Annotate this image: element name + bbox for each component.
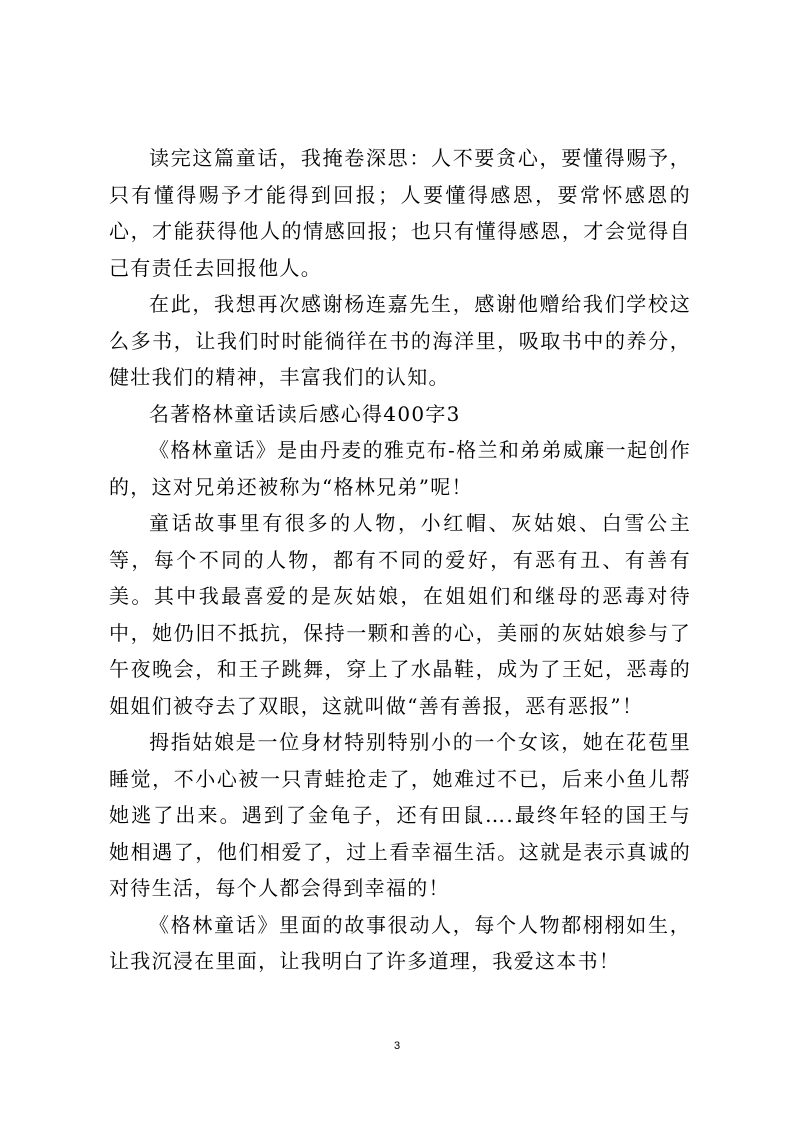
paragraph-cinderella: 童话故事里有很多的人物，小红帽、灰姑娘、白雪公主等，每个不同的人物，都有不同的爱好，有恶有丑、有善有美。其中我最喜爱的是灰姑娘，在姐姐们和继母的恶毒对待中，她仍旧不抵抗，保持一颗和善的心，美丽的灰姑娘参与了午夜晚会，和王子跳舞，穿上了水晶鞋，成为了王妃，恶毒的姐姐们被夺去了双眼，这就叫做“善有善报，恶有恶报”！ bbox=[109, 511, 691, 718]
paragraph-thanks: 在此，我想再次感谢杨连嘉先生，感谢他赠给我们学校这么多书，让我们时时能徜徉在书的海洋里，吸取书中的养分，健壮我们的精神，丰富我们的认知。 bbox=[109, 292, 691, 389]
paragraph-reflection: 读完这篇童话，我掩卷深思：人不要贪心，要懂得赐予，只有懂得赐予才能得到回报；人要懂得感恩，要常怀感恩的心，才能获得他人的情感回报；也只有懂得感恩，才会觉得自己有责任去回报他人。 bbox=[109, 146, 691, 280]
section-heading: 名著格林童话读后感心得400字3 bbox=[149, 401, 461, 426]
page-number: 3 bbox=[393, 1040, 401, 1052]
paragraph-conclusion: 《格林童话》里面的故事很动人，每个人物都栩栩如生，让我沉浸在里面，让我明白了许多道理，我爱这本书！ bbox=[109, 912, 691, 973]
paragraph-intro: 《格林童话》是由丹麦的雅克布-格兰和弟弟威廉一起创作的，这对兄弟还被称为“格林兄弟”呢！ bbox=[109, 438, 691, 499]
paragraph-thumbelina: 拇指姑娘是一位身材特别特别小的一个女该，她在花苞里睡觉，不小心被一只青蛙抢走了，她难过不已，后来小鱼儿帮她逃了出来。遇到了金龟子，还有田鼠….最终年轻的国王与她相遇了，他们相爱了，过上看幸福生活。这就是表示真诚的对待生活，每个人都会得到幸福的！ bbox=[109, 730, 691, 900]
document-body bbox=[109, 140, 691, 980]
